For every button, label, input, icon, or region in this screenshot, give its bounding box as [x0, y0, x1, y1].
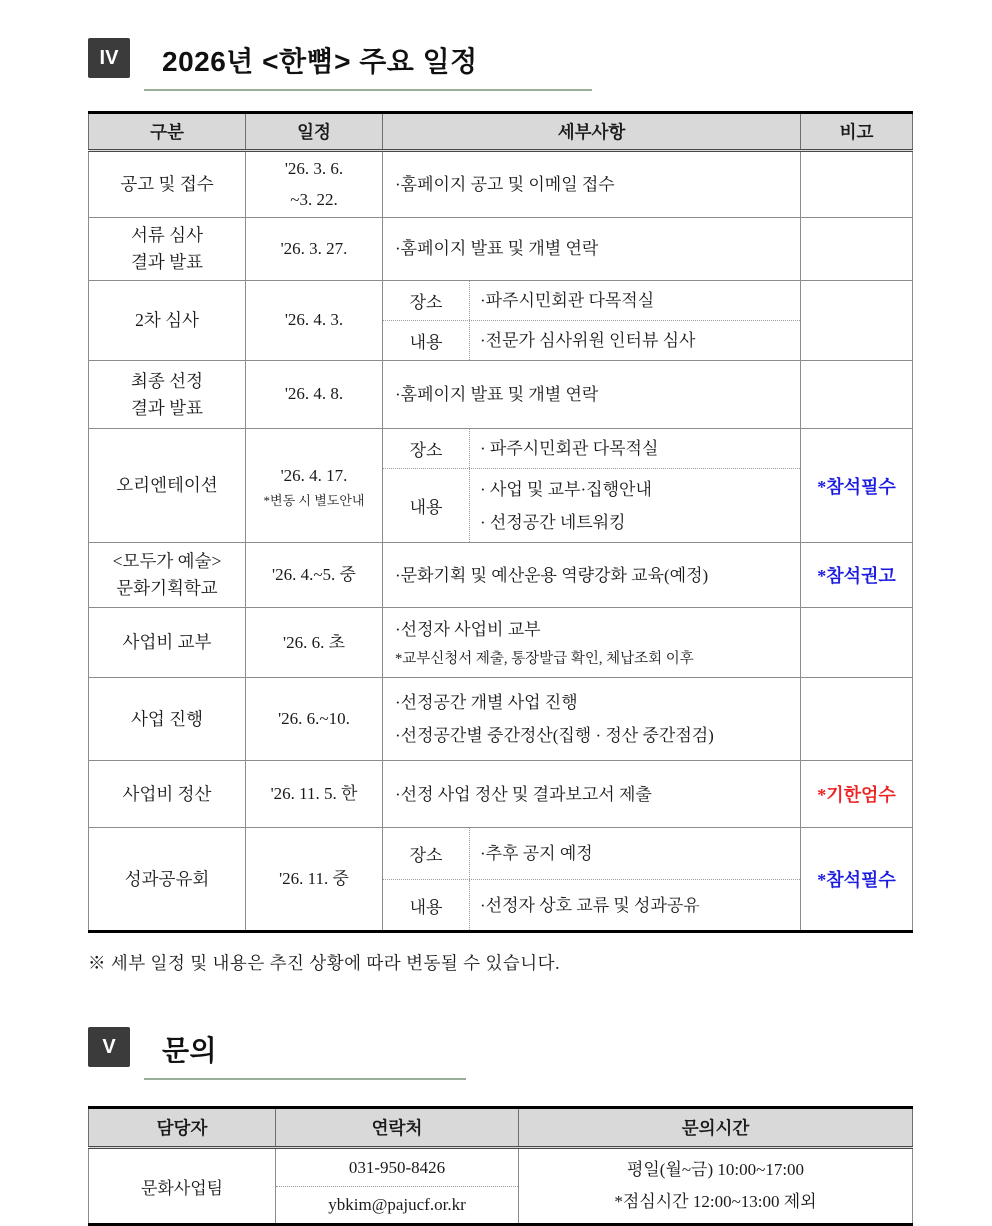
- cell-category: 성과공유회: [89, 828, 246, 932]
- cell-date: '26. 3. 6. ~3. 22.: [246, 151, 383, 218]
- cell-category: 2차 심사: [89, 281, 246, 361]
- cell-details: ·홈페이지 발표 및 개별 연락: [383, 218, 801, 281]
- cell-details: ·홈페이지 발표 및 개별 연락: [383, 361, 801, 429]
- section-4-title-underline: [144, 38, 592, 91]
- section-5-numeral-box: V: [88, 1027, 130, 1067]
- inquiry-table: [88, 1106, 913, 1226]
- cell-note-attendance-required: *참석필수: [801, 429, 913, 543]
- col-header-person: 담당자: [89, 1108, 276, 1148]
- table-row-fund-grant: [89, 608, 913, 678]
- hours-line: 평일(월~금) 10:00~17:00: [626, 1160, 805, 1180]
- schedule-table: [88, 111, 913, 933]
- cell-category: 사업비 정산: [89, 761, 246, 828]
- inquiry-row: [89, 1148, 913, 1225]
- table-row-settlement: [89, 761, 913, 828]
- hours-exception-line: *점심시간 12:00~13:00 제외: [614, 1192, 817, 1212]
- sub-row-place: 장소 · 파주시민회관 다목적실: [383, 429, 800, 468]
- table-row-announcement: [89, 151, 913, 218]
- cell-category: 오리엔테이션: [89, 429, 246, 543]
- cell-category: 공고 및 접수: [89, 151, 246, 218]
- cell-date: '26. 6.~10.: [246, 678, 383, 761]
- date-footnote: *변동 시 별도안내: [263, 493, 365, 509]
- cell-team: 문화사업팀: [89, 1148, 276, 1225]
- cell-hours: [519, 1148, 913, 1225]
- section-5-title-underline: [144, 1027, 466, 1080]
- col-header-note: 비고: [801, 113, 913, 151]
- table-row-final-selection: [89, 361, 913, 429]
- col-header-category: 구분: [89, 113, 246, 151]
- section-4-header: [88, 38, 912, 91]
- sub-row-content: 내용 · 사업 및 교부·집행안내 · 선정공간 네트워킹: [383, 468, 800, 542]
- schedule-footnote: ※ 세부 일정 및 내용은 추진 상황에 따라 변동될 수 있습니다.: [88, 953, 560, 974]
- cell-date: '26. 4. 8.: [246, 361, 383, 429]
- col-header-details: 세부사항: [383, 113, 801, 151]
- cell-note: [801, 281, 913, 361]
- cell-note: [801, 151, 913, 218]
- inquiry-header-row: [89, 1108, 913, 1148]
- table-row-culture-school: [89, 543, 913, 608]
- email-address: ybkim@pajucf.or.kr: [276, 1186, 518, 1223]
- cell-contact: [276, 1148, 519, 1225]
- details-footnote: *교부신청서 제출, 통장발급 확인, 체납조회 이후: [395, 651, 694, 668]
- cell-details: ·선정자 사업비 교부 *교부신청서 제출, 통장발급 확인, 체납조회 이후: [383, 608, 801, 678]
- cell-category: 서류 심사 결과 발표: [89, 218, 246, 281]
- cell-category: 사업 진행: [89, 678, 246, 761]
- cell-details: ·문화기획 및 예산운용 역량강화 교육(예정): [383, 543, 801, 608]
- cell-details-sub: [383, 429, 801, 543]
- section-4-title: 2026년 <한뼘> 주요 일정: [162, 46, 478, 77]
- phone-number: 031-950-8426: [348, 1157, 446, 1177]
- sub-row-content: 내용 ·전문가 심사위원 인터뷰 심사: [383, 320, 800, 360]
- col-header-date: 일정: [246, 113, 383, 151]
- table-row-result-sharing: [89, 828, 913, 932]
- cell-details-sub: [383, 281, 801, 361]
- sub-row-place: 장소 ·추후 공지 예정: [383, 828, 800, 879]
- cell-note: [801, 608, 913, 678]
- table-row-orientation: [89, 429, 913, 543]
- cell-note: [801, 678, 913, 761]
- cell-note-deadline: *기한엄수: [801, 761, 913, 828]
- cell-details-sub: [383, 828, 801, 932]
- col-header-contact: 연락처: [276, 1108, 519, 1148]
- sub-row-place: 장소 ·파주시민회관 다목적실: [383, 281, 800, 320]
- schedule-header-row: [89, 113, 913, 151]
- cell-category: 사업비 교부: [89, 608, 246, 678]
- cell-note-attendance-advised: *참석권고: [801, 543, 913, 608]
- cell-date: '26. 4. 17. *변동 시 별도안내: [246, 429, 383, 543]
- sub-row-content: 내용 ·선정자 상호 교류 및 성과공유: [383, 879, 800, 930]
- col-header-hours: 문의시간: [519, 1108, 913, 1148]
- cell-date: '26. 4. 3.: [246, 281, 383, 361]
- cell-date: '26. 11. 5. 한: [246, 761, 383, 828]
- table-row-second-review: [89, 281, 913, 361]
- section-4-numeral-box: IV: [88, 38, 130, 78]
- cell-date: '26. 11. 중: [246, 828, 383, 932]
- cell-date: '26. 3. 27.: [246, 218, 383, 281]
- cell-category: <모두가 예술> 문화기획학교: [89, 543, 246, 608]
- table-row-project-run: [89, 678, 913, 761]
- cell-date: '26. 4.~5. 중: [246, 543, 383, 608]
- cell-details: ·선정공간 개별 사업 진행 ·선정공간별 중간정산(집행 · 정산 중간점검): [383, 678, 801, 761]
- cell-note-attendance-required: *참석필수: [801, 828, 913, 932]
- section-5-header: [88, 1027, 912, 1080]
- cell-details: ·선정 사업 정산 및 결과보고서 제출: [383, 761, 801, 828]
- section-5-title: 문의: [162, 1035, 218, 1067]
- table-row-doc-review: [89, 218, 913, 281]
- cell-note: [801, 218, 913, 281]
- cell-category: 최종 선정 결과 발표: [89, 361, 246, 429]
- cell-date: '26. 6. 초: [246, 608, 383, 678]
- cell-details: ·홈페이지 공고 및 이메일 접수: [383, 151, 801, 218]
- cell-note: [801, 361, 913, 429]
